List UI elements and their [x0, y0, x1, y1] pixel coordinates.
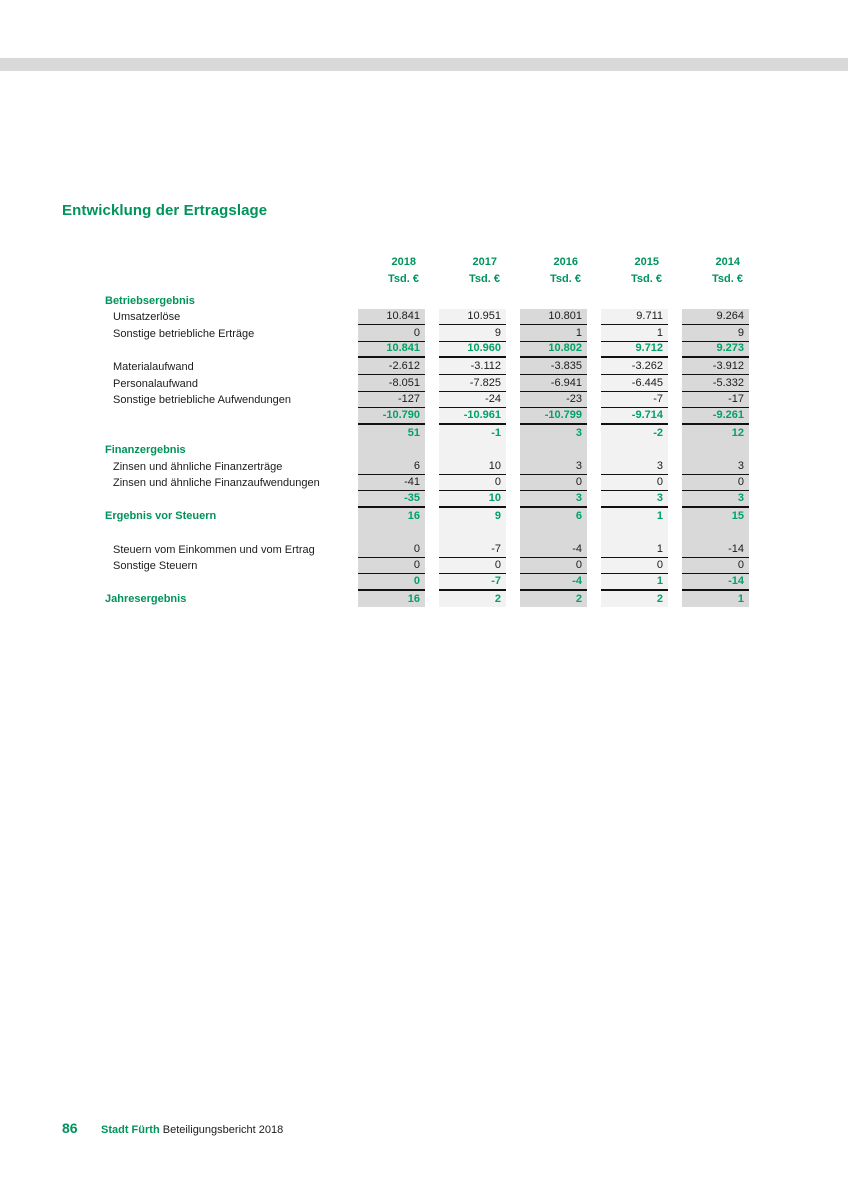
row-label	[105, 342, 344, 359]
value-cell: -17	[682, 392, 749, 409]
value-cell: 51	[358, 425, 425, 442]
value-cell	[439, 292, 506, 309]
value-cell: 0	[439, 475, 506, 492]
value-cell: 10	[439, 458, 506, 475]
value-cell: 0	[358, 558, 425, 575]
value-cell: 16	[358, 591, 425, 608]
row-label: Sonstige betriebliche Erträge	[113, 327, 255, 340]
value-cell	[520, 524, 587, 541]
value-cell: 0	[601, 558, 668, 575]
value-cell: -7	[439, 574, 506, 591]
section-label: Jahresergebnis	[105, 593, 187, 606]
value-cell	[439, 524, 506, 541]
value-cell	[358, 524, 425, 541]
value-cell: 2	[520, 591, 587, 608]
value-cell: 0	[439, 558, 506, 575]
value-cell	[358, 292, 425, 309]
value-cell: -3.912	[682, 358, 749, 375]
table-corner	[105, 253, 344, 270]
value-cell: -14	[682, 574, 749, 591]
value-cell: 0	[520, 475, 587, 492]
column-header-unit: Tsd. €	[631, 273, 662, 285]
value-cell: 16	[358, 508, 425, 525]
value-cell: -127	[358, 392, 425, 409]
value-cell: 2	[439, 591, 506, 608]
value-cell: -3.112	[439, 358, 506, 375]
value-cell: -23	[520, 392, 587, 409]
value-cell: -2	[601, 425, 668, 442]
column-header-year: 2016	[553, 256, 578, 268]
value-cell	[358, 441, 425, 458]
value-cell: 10.951	[439, 309, 506, 326]
value-cell: 3	[520, 425, 587, 442]
value-cell: 2	[601, 591, 668, 608]
value-cell: 3	[520, 458, 587, 475]
row-label	[105, 524, 344, 541]
header-band	[0, 58, 848, 71]
row-label: Sonstige Steuern	[113, 560, 198, 573]
row-label	[105, 491, 344, 508]
value-cell	[682, 292, 749, 309]
value-cell: 9.273	[682, 342, 749, 359]
value-cell	[682, 441, 749, 458]
column-header-unit: Tsd. €	[712, 273, 743, 285]
page-title: Entwicklung der Ertragslage	[62, 202, 268, 219]
value-cell: 1	[520, 325, 587, 342]
row-label: Sonstige betriebliche Aufwendungen	[113, 394, 291, 407]
column-header-year: 2018	[391, 256, 416, 268]
value-cell: 3	[520, 491, 587, 508]
value-cell: 10.801	[520, 309, 587, 326]
value-cell: 1	[682, 591, 749, 608]
value-cell: 0	[682, 475, 749, 492]
value-cell: 10.802	[520, 342, 587, 359]
value-cell: 10.841	[358, 309, 425, 326]
value-cell	[520, 441, 587, 458]
value-cell: -6.445	[601, 375, 668, 392]
value-cell: -24	[439, 392, 506, 409]
value-cell	[682, 524, 749, 541]
value-cell: -14	[682, 541, 749, 558]
value-cell: -7	[601, 392, 668, 409]
value-cell: 3	[601, 491, 668, 508]
value-cell	[601, 524, 668, 541]
value-cell: -41	[358, 475, 425, 492]
column-header-year: 2015	[634, 256, 659, 268]
column-header-unit: Tsd. €	[469, 273, 500, 285]
value-cell: 0	[358, 325, 425, 342]
row-label: Umsatzerlöse	[113, 311, 181, 324]
value-cell: 9	[682, 325, 749, 342]
column-header-unit: Tsd. €	[388, 273, 419, 285]
value-cell: 6	[358, 458, 425, 475]
column-header-year: 2014	[715, 256, 740, 268]
value-cell: 10.841	[358, 342, 425, 359]
footer-publication: Beteiligungsbericht 2018	[162, 1124, 284, 1136]
value-cell: 0	[520, 558, 587, 575]
value-cell: -3.262	[601, 358, 668, 375]
value-cell: 0	[601, 475, 668, 492]
row-label	[105, 408, 344, 425]
value-cell: 12	[682, 425, 749, 442]
value-cell: 15	[682, 508, 749, 525]
footer-publisher: Stadt Fürth	[101, 1124, 160, 1136]
row-label	[105, 574, 344, 591]
row-label	[105, 425, 344, 442]
row-label: Personalaufwand	[113, 377, 199, 390]
value-cell: 1	[601, 508, 668, 525]
value-cell: -4	[520, 541, 587, 558]
value-cell: 6	[520, 508, 587, 525]
value-cell	[601, 292, 668, 309]
value-cell: 9.711	[601, 309, 668, 326]
value-cell: 3	[601, 458, 668, 475]
footer	[101, 1124, 283, 1136]
value-cell: -10.961	[439, 408, 506, 425]
value-cell: -7.825	[439, 375, 506, 392]
value-cell: -6.941	[520, 375, 587, 392]
value-cell: 0	[358, 574, 425, 591]
value-cell: 9.264	[682, 309, 749, 326]
value-cell: 3	[682, 458, 749, 475]
column-header-unit: Tsd. €	[550, 273, 581, 285]
value-cell	[439, 441, 506, 458]
value-cell: -8.051	[358, 375, 425, 392]
table-corner	[105, 270, 344, 287]
value-cell: -10.790	[358, 408, 425, 425]
value-cell: -3.835	[520, 358, 587, 375]
value-cell: -2.612	[358, 358, 425, 375]
value-cell: -5.332	[682, 375, 749, 392]
value-cell: 0	[682, 558, 749, 575]
value-cell: -35	[358, 491, 425, 508]
value-cell: 10	[439, 491, 506, 508]
row-label: Steuern vom Einkommen und vom Ertrag	[113, 543, 315, 556]
value-cell: -10.799	[520, 408, 587, 425]
value-cell: 1	[601, 325, 668, 342]
value-cell: -4	[520, 574, 587, 591]
financial-table	[105, 253, 749, 607]
value-cell: 9	[439, 508, 506, 525]
value-cell: 9.712	[601, 342, 668, 359]
value-cell: 9	[439, 325, 506, 342]
value-cell: -7	[439, 541, 506, 558]
page-number: 86	[62, 1120, 78, 1136]
value-cell: 3	[682, 491, 749, 508]
value-cell: -1	[439, 425, 506, 442]
value-cell: 1	[601, 574, 668, 591]
column-header-year: 2017	[472, 256, 497, 268]
row-label: Zinsen und ähnliche Finanzerträge	[113, 460, 283, 473]
value-cell	[601, 441, 668, 458]
value-cell: 1	[601, 541, 668, 558]
section-label: Ergebnis vor Steuern	[105, 510, 217, 523]
value-cell	[520, 292, 587, 309]
row-label: Materialaufwand	[113, 360, 194, 373]
section-label: Betriebsergebnis	[105, 294, 195, 307]
value-cell: -9.261	[682, 408, 749, 425]
row-label: Zinsen und ähnliche Finanzaufwendungen	[113, 477, 320, 490]
value-cell: 0	[358, 541, 425, 558]
value-cell: -9.714	[601, 408, 668, 425]
value-cell: 10.960	[439, 342, 506, 359]
section-label: Finanzergebnis	[105, 443, 186, 456]
